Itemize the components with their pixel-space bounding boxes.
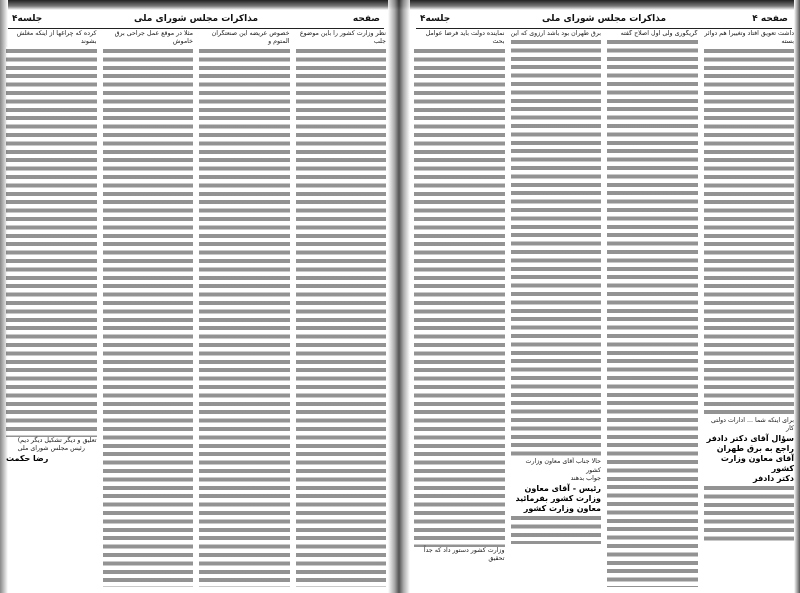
text-line: برق طهران بود باشد آرزوی که این	[510, 30, 601, 37]
text-column	[414, 30, 505, 587]
text-column	[103, 30, 194, 587]
body-text	[414, 47, 505, 547]
body-text	[704, 47, 795, 417]
section-heading: آقای معاون وزارت کشور	[720, 453, 794, 473]
left-page	[0, 0, 392, 593]
text-column	[6, 30, 97, 587]
text-column	[199, 30, 290, 587]
text-line: تعلیق و دیگر تشکیل دیگر دیم)	[17, 436, 97, 444]
text-line: نماینده دولت باید فرضاً عوامل بحث	[425, 30, 505, 46]
text-line: وزارت کشور دستور داد که جداً تحقیق	[423, 546, 505, 563]
body-text	[296, 47, 387, 587]
body-text	[6, 47, 97, 437]
body-text	[103, 47, 194, 587]
running-title: مذاکرات مجلس شورای ملی	[133, 14, 259, 24]
text-line: گریگوری ولی اول اصلاح گفته	[620, 30, 698, 37]
body-text	[511, 38, 602, 458]
running-title: مذاکرات مجلس شورای ملی	[541, 14, 667, 24]
body-text	[704, 484, 795, 544]
text-line: حالا جناب آقای معاون وزارت کشور	[525, 458, 601, 474]
text-line: داشت تعویق افتاد وتغییرآ هم دوائر بسته	[704, 30, 794, 46]
text-line: خصوص عریضه این صنعتگران المتوم و	[211, 30, 290, 46]
body-text	[511, 514, 602, 544]
page-header	[8, 14, 384, 29]
text-column	[607, 30, 698, 587]
signature-title: رئیس مجلس شورای ملی	[17, 445, 85, 453]
signature-name: رضا حکمت	[6, 453, 49, 463]
session-number: جلسه۴	[12, 14, 43, 24]
text-line: مثلا در موقع عمل جراحی برق خاموش	[114, 30, 193, 46]
body-text	[199, 47, 290, 587]
section-heading: دکتر دادفر	[753, 473, 794, 483]
text-line: نظر وزارت کشور را باین موضوع جلب	[299, 30, 386, 46]
text-line: کرده که چراغها از اینکه مغلش بشوند	[16, 30, 97, 46]
session-number: جلسه۴	[420, 14, 451, 24]
text-line: جواب بدهند	[570, 475, 601, 483]
section-heading: رئیس - آقای معاون وزارت کشور بفرمائید	[515, 483, 601, 503]
book-spine-shadow	[388, 0, 410, 593]
text-column	[511, 30, 602, 587]
page-header	[416, 14, 792, 29]
text-column	[704, 30, 795, 587]
page-number: صفحه ۴	[752, 14, 788, 24]
section-heading: سؤال آقای دکتر دادفر راجع به برق طهران	[706, 433, 794, 453]
page-number: صفحه	[352, 14, 380, 24]
text-line: برای اینکه شما ... ادارات دولتی کار	[711, 416, 794, 433]
section-heading: معاون وزارت کشور	[523, 503, 601, 513]
text-column	[296, 30, 387, 587]
right-page	[408, 0, 800, 593]
body-text	[607, 38, 698, 587]
